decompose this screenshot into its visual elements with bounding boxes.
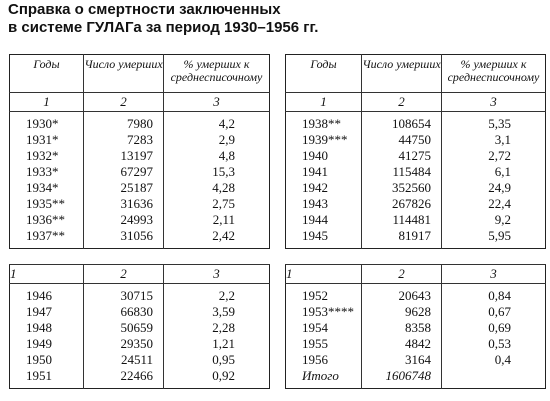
percent-cell: 0,95 [212,352,235,367]
header-years: Годы [286,55,362,93]
year-cell: 1953**** [286,304,362,320]
table-row [286,196,546,212]
table-row [286,368,546,384]
title-line-1: Справка о смертности заключенных [8,1,281,18]
deaths-cell: 352560 [362,180,442,196]
table-bottom-padding [10,384,270,389]
table-row [286,228,546,244]
year-cell: 1947 [10,304,84,320]
padding-cell [164,384,270,389]
year-cell: 1937** [10,228,84,244]
percent-cell: 2,9 [218,132,235,147]
percent-cell: 5,35 [488,116,511,131]
year-cell: 1946 [10,284,84,305]
deaths-cell: 22466 [84,368,164,384]
column-number-row [10,93,270,112]
percent-cell: 22,4 [488,196,511,211]
document-title [8,1,448,37]
deaths-cell: 81917 [362,228,442,244]
mortality-table-1938-1945 [285,54,546,249]
percent-cell: 0,67 [488,304,511,319]
table-row [10,368,270,384]
column-number: 3 [164,93,270,112]
percent-cell: 3,59 [212,304,235,319]
table-bottom-padding [10,244,270,249]
column-number: 2 [362,265,442,284]
table-row [10,320,270,336]
column-number: 3 [442,265,546,284]
table-row [10,112,270,133]
year-cell: 1956 [286,352,362,368]
percent-cell: 9,2 [494,212,511,227]
padding-cell [10,384,84,389]
percent-cell: 5,95 [488,228,511,243]
column-number-row [10,265,270,284]
year-cell: 1933* [10,164,84,180]
percent-cell: 2,75 [212,196,235,211]
table-row [286,212,546,228]
deaths-cell: 115484 [362,164,442,180]
percent-cell: 24,9 [488,180,511,195]
percent-cell: 2,11 [212,212,235,227]
percent-cell: 1,21 [212,336,235,351]
year-cell: 1936** [10,212,84,228]
padding-cell [362,244,442,249]
mortality-table-1930-1937 [9,54,270,249]
deaths-cell: 50659 [84,320,164,336]
padding-cell [10,244,84,249]
table-row [286,148,546,164]
table-row [10,148,270,164]
year-cell: 1934* [10,180,84,196]
table-bottom-padding [286,384,546,389]
deaths-cell: 114481 [362,212,442,228]
table-row [286,112,546,133]
deaths-cell: 41275 [362,148,442,164]
table-row [286,284,546,305]
percent-cell: 0,69 [488,320,511,335]
percent-cell [442,368,546,384]
deaths-cell: 108654 [362,112,442,133]
deaths-cell: 7980 [84,112,164,133]
table-row [10,180,270,196]
deaths-cell: 44750 [362,132,442,148]
column-number: 2 [84,93,164,112]
percent-cell: 15,3 [212,164,235,179]
year-cell: 1955 [286,336,362,352]
deaths-cell: 31056 [84,228,164,244]
percent-cell: 0,92 [212,368,235,383]
year-cell: 1939*** [286,132,362,148]
table-row [10,352,270,368]
year-cell: 1930* [10,112,84,133]
percent-cell: 2,72 [488,148,511,163]
padding-cell [442,384,546,389]
column-number-row [286,265,546,284]
deaths-cell: 9628 [362,304,442,320]
table-row [286,132,546,148]
deaths-cell: 29350 [84,336,164,352]
percent-cell: 0,84 [488,288,511,303]
padding-cell [84,244,164,249]
padding-cell [442,244,546,249]
percent-cell: 6,1 [494,164,511,179]
year-cell: 1943 [286,196,362,212]
title-line-2: в системе ГУЛАГа за период 1930–1956 гг. [8,19,319,36]
column-number: 1 [10,93,84,112]
table-row [10,164,270,180]
table-row [286,180,546,196]
deaths-cell: 20643 [362,284,442,305]
percent-cell: 0,4 [494,352,511,367]
column-number: 2 [84,265,164,284]
deaths-cell: 3164 [362,352,442,368]
percent-cell: 4,8 [218,148,235,163]
column-number: 2 [362,93,442,112]
year-cell: 1931* [10,132,84,148]
header-years: Годы [10,55,84,93]
percent-cell: 2,42 [212,228,235,243]
deaths-cell: 24993 [84,212,164,228]
year-cell: 1938** [286,112,362,133]
year-cell: 1951 [10,368,84,384]
table-row [10,228,270,244]
padding-cell [84,384,164,389]
year-cell: 1952 [286,284,362,305]
padding-cell [362,384,442,389]
deaths-cell: 66830 [84,304,164,320]
year-cell: 1944 [286,212,362,228]
deaths-cell: 8358 [362,320,442,336]
column-number: 3 [442,93,546,112]
header-percent: % умерших к среднесписочному [447,57,540,84]
table-row [286,352,546,368]
table-row [10,284,270,305]
column-number: 1 [286,265,362,284]
deaths-cell: 67297 [84,164,164,180]
column-number: 1 [10,265,84,284]
percent-cell: 2,2 [218,288,235,303]
table-row [286,336,546,352]
deaths-cell: 267826 [362,196,442,212]
year-cell: 1950 [10,352,84,368]
percent-cell: 3,1 [494,132,511,147]
deaths-cell: 30715 [84,284,164,305]
year-cell: 1945 [286,228,362,244]
deaths-cell: 24511 [84,352,164,368]
column-number-row [286,93,546,112]
percent-cell: 0,53 [488,336,511,351]
deaths-cell: 25187 [84,180,164,196]
deaths-cell: 31636 [84,196,164,212]
year-cell: Итого [286,368,362,384]
deaths-cell: 1606748 [362,368,442,384]
header-deaths: Число умерших [84,55,164,93]
table-row [286,164,546,180]
mortality-table-1952-1956 [285,264,546,389]
table-row [10,132,270,148]
table-bottom-padding [286,244,546,249]
deaths-cell: 13197 [84,148,164,164]
header-percent: % умерших к среднесписочному [170,57,263,84]
table-row [10,196,270,212]
column-number: 1 [286,93,362,112]
year-cell: 1940 [286,148,362,164]
year-cell: 1935** [10,196,84,212]
percent-cell: 2,28 [212,320,235,335]
header-deaths: Число умерших [362,55,442,93]
table-row [10,336,270,352]
percent-cell: 4,28 [212,180,235,195]
table-row [286,304,546,320]
table-row [10,304,270,320]
percent-cell: 4,2 [218,116,235,131]
padding-cell [286,384,362,389]
table-header-row [286,55,546,93]
year-cell: 1932* [10,148,84,164]
deaths-cell: 4842 [362,336,442,352]
padding-cell [164,244,270,249]
padding-cell [286,244,362,249]
table-header-row [10,55,270,93]
column-number: 3 [164,265,270,284]
year-cell: 1942 [286,180,362,196]
deaths-cell: 7283 [84,132,164,148]
mortality-table-1946-1951 [9,264,270,389]
year-cell: 1948 [10,320,84,336]
year-cell: 1954 [286,320,362,336]
year-cell: 1941 [286,164,362,180]
table-row [10,212,270,228]
year-cell: 1949 [10,336,84,352]
table-row [286,320,546,336]
